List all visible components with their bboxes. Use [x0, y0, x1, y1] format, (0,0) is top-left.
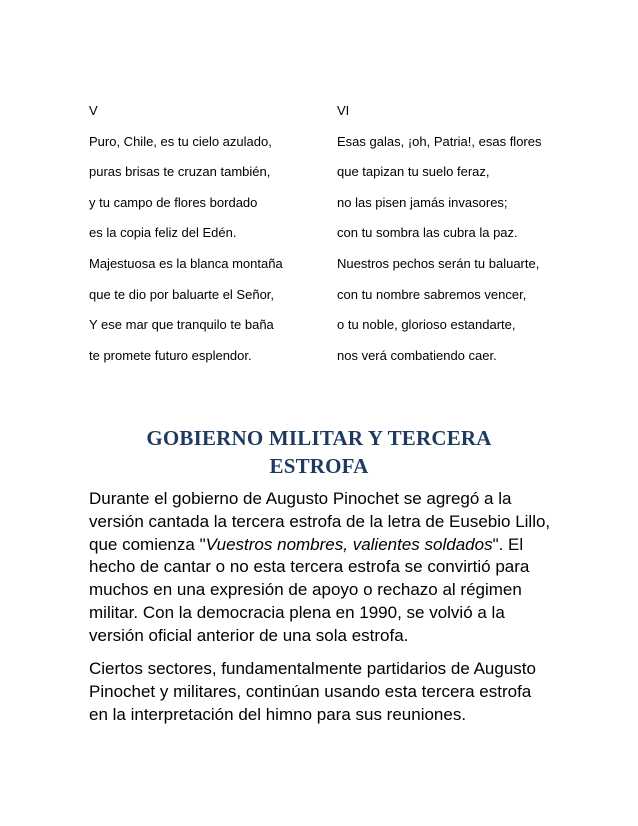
verse-line: no las pisen jamás invasores;	[337, 194, 508, 210]
stanza-vi	[337, 96, 577, 371]
verse-line: con tu nombre sabremos vencer,	[337, 286, 527, 302]
paragraph-line: Ciertos sectores, fundamentalmente partidarios de Augusto	[89, 659, 536, 678]
verse-line: que tapizan tu suelo feraz,	[337, 164, 490, 180]
paragraph-line: versión oficial anterior de una sola estrofa.	[89, 625, 409, 645]
paragraph-line: en la interpretación del himno para sus reuniones.	[89, 704, 467, 724]
paragraph-line: Durante el gobierno de Augusto Pinochet se agregó a la	[89, 489, 512, 508]
paragraph-current-use	[89, 658, 559, 726]
verse-line: Y ese mar que tranquilo te baña	[89, 317, 274, 333]
verse-line: Nuestros pechos serán tu baluarte,	[337, 255, 540, 271]
verse-line: Puro, Chile, es tu cielo azulado,	[89, 133, 272, 149]
quoted-verse: Vuestros nombres, valientes soldados	[205, 534, 493, 554]
verse-line: o tu noble, glorioso estandarte,	[337, 317, 516, 333]
verse-line: nos verá combatiendo caer.	[337, 347, 497, 363]
verse-line: Esas galas, ¡oh, Patria!, esas flores	[337, 133, 542, 149]
verse-line: te promete futuro esplendor.	[89, 347, 252, 363]
stanza-v	[89, 96, 319, 371]
paragraph-line: hecho de cantar o no esta tercera estrofa se convirtió para	[89, 557, 530, 577]
text-segment: que comienza "	[89, 534, 206, 554]
verse-line: con tu sombra las cubra la paz.	[337, 225, 518, 241]
paragraph-pinochet-verse	[89, 488, 559, 648]
verse-line: es la copia feliz del Edén.	[89, 225, 237, 241]
paragraph-line	[89, 511, 559, 534]
heading-line: ESTROFA	[269, 454, 369, 478]
verse-line: y tu campo de flores bordado	[89, 194, 258, 210]
text-segment: versión cantada la tercera estrofa de la letra de Eusebio Lillo,	[89, 511, 551, 531]
paragraph-line: Pinochet y militares, continúan usando esta tercera estrofa	[89, 681, 532, 701]
stanza-number: VI	[337, 103, 350, 118]
paragraph-line: muchos en una expresión de apoyo o rechazo al régimen	[89, 580, 522, 600]
stanza-number: V	[89, 103, 98, 118]
text-segment: ". El	[492, 534, 524, 554]
verse-line: puras brisas te cruzan también,	[89, 164, 271, 180]
paragraph-line: militar. Con la democracia plena en 1990, se volvió a la	[89, 602, 505, 622]
heading-line: GOBIERNO MILITAR Y TERCERA	[146, 426, 492, 450]
paragraph-line	[89, 534, 559, 557]
section-heading	[89, 424, 549, 480]
verse-line: que te dio por baluarte el Señor,	[89, 286, 275, 302]
verse-line: Majestuosa es la blanca montaña	[89, 255, 283, 271]
